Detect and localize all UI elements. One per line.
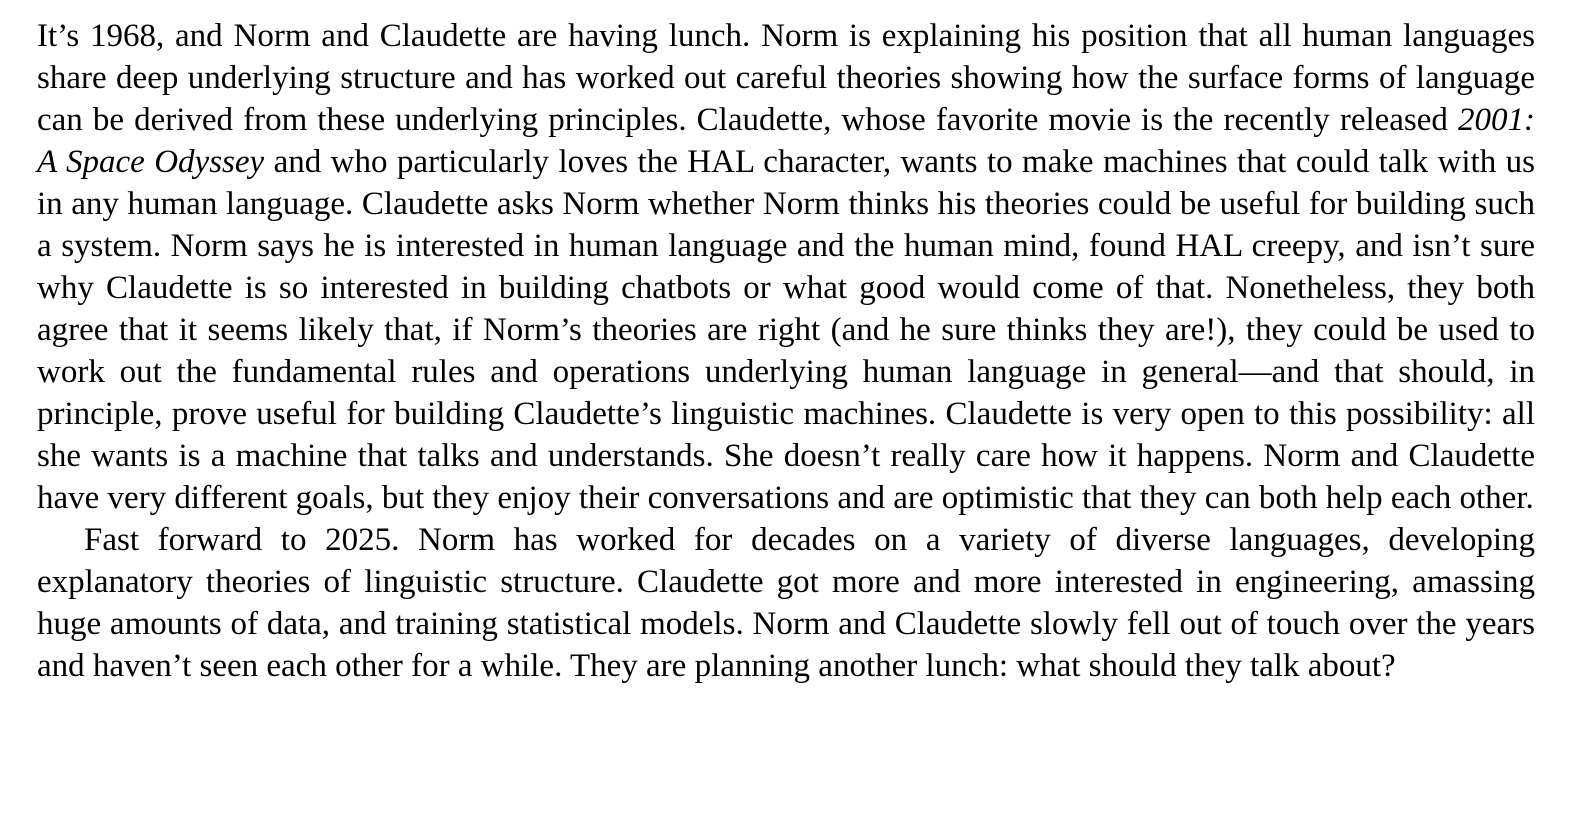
paragraph-1-text-before-title: It’s 1968, and Norm and Claudette are having lunch. Norm is explaining his position that all human languages share deep underlying structure and has worked out careful theories showing how the surface forms of language can be derived from these underlying principles. Claudette, whose favorite movie is the recently released [37, 18, 1535, 138]
movie-title-italic: 2001: A Space Odyssey [37, 102, 1535, 180]
paragraph-1-text-after-title: and who particularly loves the HAL character, wants to make machines that could talk with us in any human language. Claudette asks Norm whether Norm thinks his theories could be useful for building such a system. Norm says he is interested in human language and the human mind, found HAL creepy, and isn’t sure why Claudette is so interested in building chatbots or what good would come of that. Nonetheless, they both agree that it seems likely that, if Norm’s theories are right (and he sure thinks they are!), they could be used to work out the fundamental rules and operations underlying human language in general—and that should, in principle, prove useful for building Claudette’s linguistic machines. Claudette is very open to this possibility: all she wants is a machine that talks and understands. She doesn’t really care how it happens. Norm and Claudette have very different goals, but they enjoy their conversations and are optimistic that they can both help each other. [37, 144, 1535, 516]
paragraph-fast-forward: Fast forward to 2025. Norm has worked for decades on a variety of diverse languages, developing explanatory theories of linguistic structure. Claudette got more and more interested in engineering, amassing huge amounts of data, and training statistical models. Norm and Claudette slowly fell out of touch over the years and haven’t seen each other for a while. They are planning another lunch: what should they talk about? [37, 522, 1535, 684]
paragraph-opening [37, 15, 1535, 519]
